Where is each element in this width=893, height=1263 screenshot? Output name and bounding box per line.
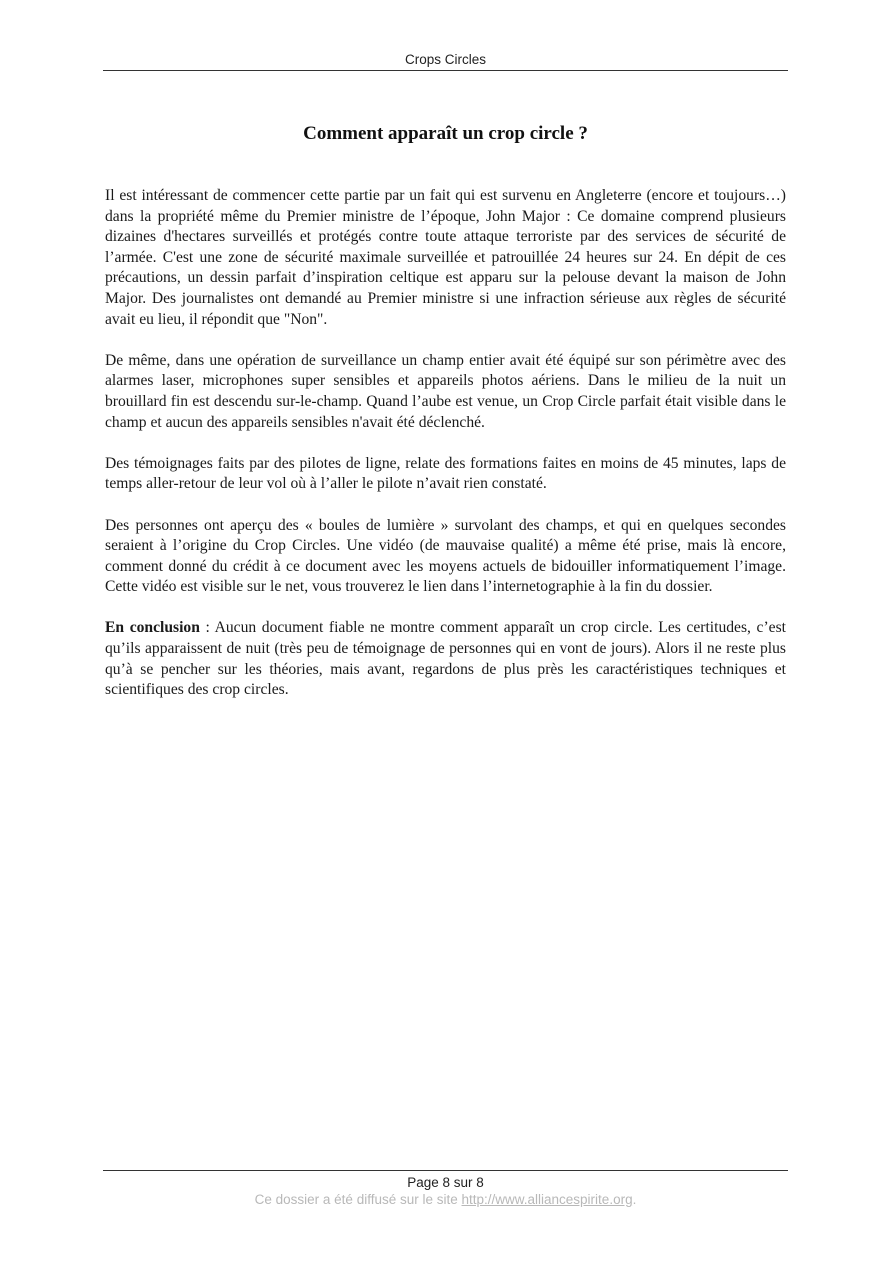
distribution-note: [103, 1192, 788, 1207]
running-header: Crops Circles: [404, 52, 486, 67]
site-link[interactable]: http://www.alliancespirite.org: [461, 1192, 633, 1207]
body-text: [105, 186, 786, 721]
distribution-note-suffix: .: [632, 1192, 637, 1207]
paragraph-4: Des personnes ont aperçu des « boules de lumière » survolant des champs, et qui en quelques secondes seraient à l’origine du Crop Circles. Une vidéo (de mauvaise qualité) a même été prise, mais là encore, comment donné du crédit à ce document avec les moyens actuels de bidouiller informatiquement l’image. Cette vidéo est visible sur le net, vous trouverez le lien dans l’internetographie à la fin du dossier.: [105, 516, 786, 596]
conclusion-text: : Aucun document fiable ne montre comment apparaît un crop circle. Les certitudes, c’est qu’ils apparaissent de nuit (très peu de témoignage de personnes qui en vont de jours). Alors il ne reste plus qu’à se pencher sur les théories, mais avant, regardons de plus près les caractéristiques techniques et scientifiques des crop circles.: [105, 619, 786, 699]
paragraph-2: De même, dans une opération de surveillance un champ entier avait été équipé sur son périmètre avec des alarmes laser, microphones super sensibles et appareils photos aériens. Dans le milieu de la nuit un brouillard fin est descendu sur-le-champ. Quand l’aube est venue, un Crop Circle parfait était visible dans le champ et aucun des appareils sensibles n'avait été déclenché.: [105, 351, 786, 431]
page-number: Page 8 sur 8: [407, 1175, 484, 1190]
header-divider: [103, 70, 788, 71]
paragraph-3: Des témoignages faits par des pilotes de ligne, relate des formations faites en moins de 45 minutes, laps de temps aller-retour de leur vol où à l’aller le pilote n’avait rien constaté.: [105, 454, 786, 493]
paragraph-1: Il est intéressant de commencer cette partie par un fait qui est survenu en Angleterre (encore et toujours…) dans la propriété même du Premier ministre de l’époque, John Major : Ce domaine comprend plusieurs dizaines d'hectares surveillés et protégés contre toute attaque terroriste par des services de sécurité de l’armée. C'est une zone de sécurité maximale surveillée et patrouillée 24 heures sur 24. En dépit de ces précautions, un dessin parfait d’inspiration celtique est apparu sur la pelouse devant la maison de John Major. Des journalistes ont demandé au Premier ministre si une infraction sérieuse aux règles de sécurité avait eu lieu, il répondit que "Non".: [105, 187, 786, 328]
conclusion-label: En conclusion: [105, 619, 200, 637]
conclusion-paragraph: [105, 618, 786, 700]
footer-divider: [103, 1170, 788, 1171]
distribution-note-prefix: Ce dossier a été diffusé sur le site: [254, 1192, 462, 1207]
section-title: Comment apparaît un crop circle ?: [303, 123, 588, 144]
